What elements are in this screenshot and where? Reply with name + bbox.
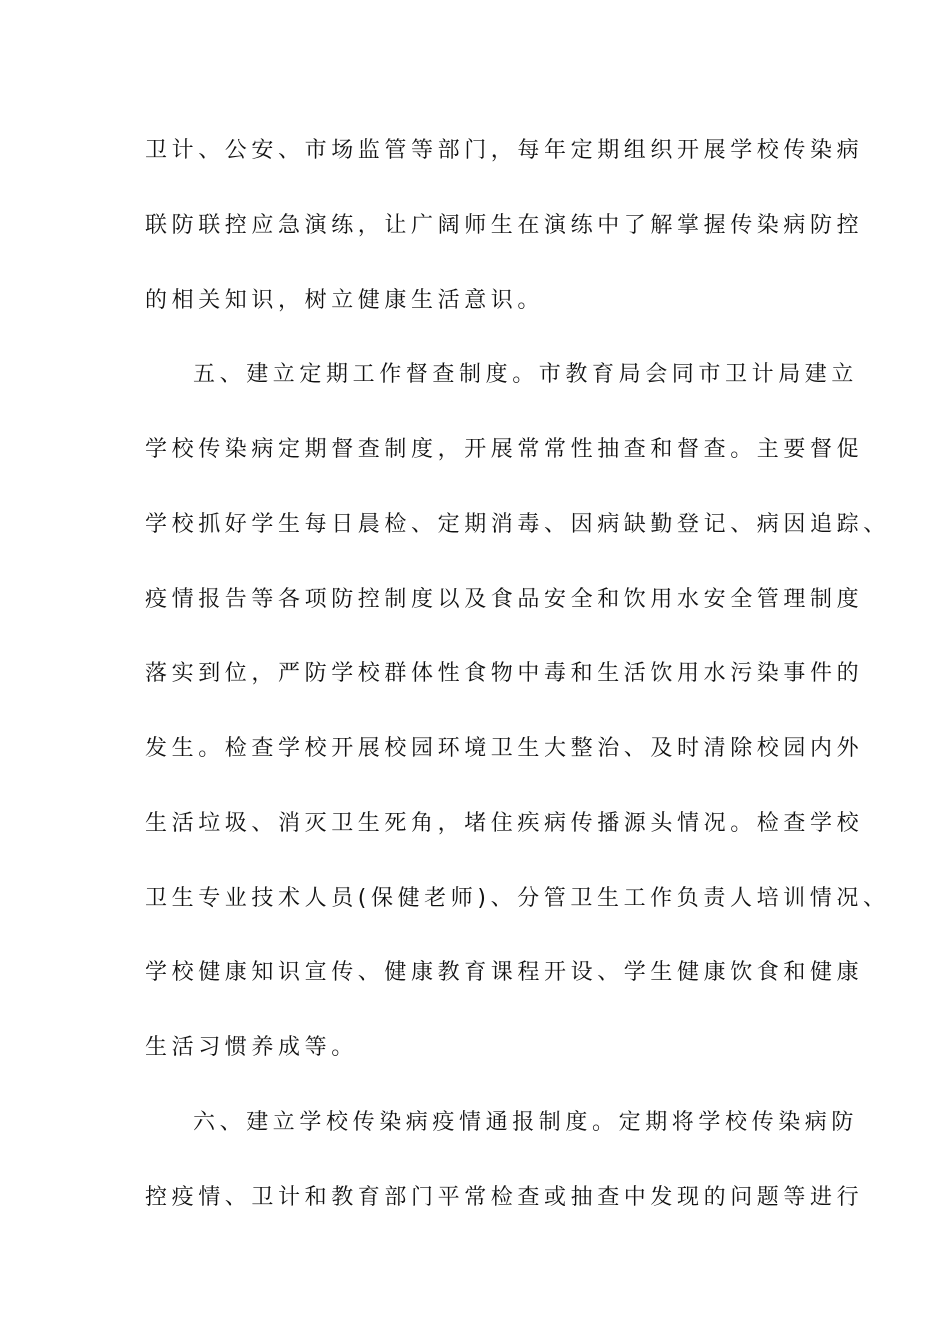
text-line: 生活垃圾、消灭卫生死角，堵住疾病传播源头情况。检查学校 xyxy=(145,811,864,836)
text-line: 发生。检查学校开展校园环境卫生大整治、及时清除校园内外 xyxy=(145,736,864,761)
text-line: 学校传染病定期督查制度，开展常常性抽查和督查。主要督促 xyxy=(145,437,864,462)
text-line: 控疫情、卫计和教育部门平常检查或抽查中发现的问题等进行 xyxy=(145,1185,864,1210)
text-line: 疫情报告等各项防控制度以及食品安全和饮用水安全管理制度 xyxy=(145,587,864,612)
section-six-heading-line: 六、建立学校传染病疫情通报制度。定期将学校传染病防 xyxy=(193,1110,859,1135)
text-line: 学校抓好学生每日晨检、定期消毒、因病缺勤登记、病因追踪、 xyxy=(145,512,890,537)
text-line: 卫计、公安、市场监管等部门，每年定期组织开展学校传染病 xyxy=(145,138,864,163)
text-line: 学校健康知识宣传、健康教育课程开设、学生健康饮食和健康 xyxy=(145,960,864,985)
text-line: 生活习惯养成等。 xyxy=(145,1035,358,1060)
text-line: 卫生专业技术人员(保健老师)、分管卫生工作负责人培训情况、 xyxy=(145,886,890,911)
text-line: 落实到位，严防学校群体性食物中毒和生活饮用水污染事件的 xyxy=(145,661,864,686)
section-five-heading-line: 五、建立定期工作督查制度。市教育局会同市卫计局建立 xyxy=(193,362,859,387)
text-line: 的相关知识，树立健康生活意识。 xyxy=(145,288,545,313)
text-line: 联防联控应急演练，让广阔师生在演练中了解掌握传染病防控 xyxy=(145,213,864,238)
